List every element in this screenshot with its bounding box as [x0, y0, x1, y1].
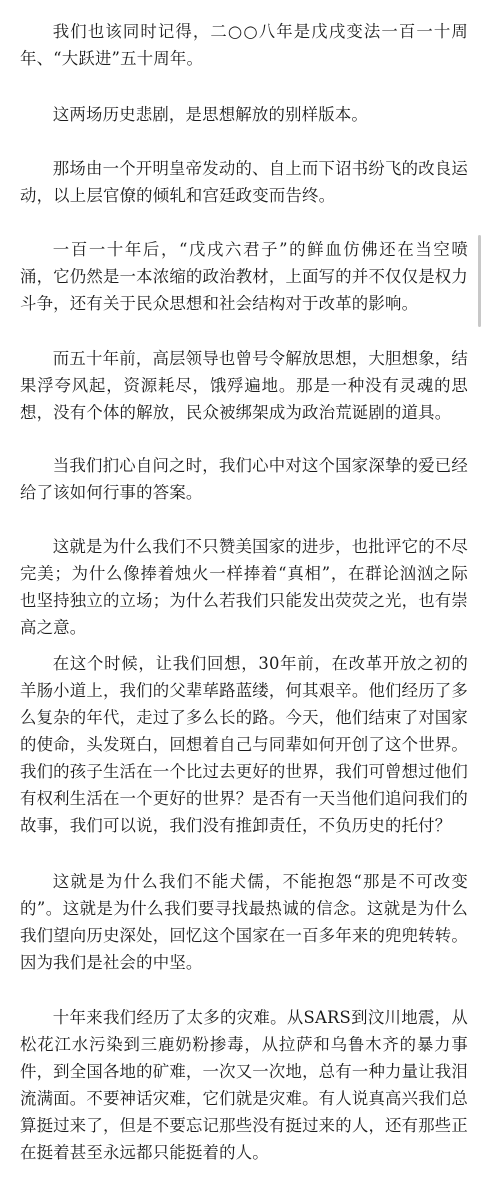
paragraph-1: 我们也该同时记得，二○○八年是戊戌变法一百一十周年、“大跃进”五十周年。 — [20, 22, 468, 68]
paragraph-6: 当我们扪心自问之时，我们心中对这个国家深挚的爱已经给了该如何行事的答案。 — [20, 456, 468, 502]
paragraph-7: 这就是为什么我们不只赞美国家的进步，也批评它的不尽完美；为什么像捧着烛火一样捧着“真相”，在群论汹汹之际也坚持独立的立场；为什么若我们只能发出荧荧之光，也有崇高之意。 — [20, 537, 468, 637]
paragraph-10: 十年来我们经历了太多的灾难。从SARS到汶川地震，从松花江水污染到三鹿奶粉掺毒，从拉萨和乌鲁木齐的暴力事件，到全国各地的矿难，一次又一次地，总有一种力量让我泪流满面。不要神话灾难，它们就是灾难。有人说真高兴我们总算挺过来了，但是不要忘记那些没有挺过来的人，还有那些正在挺着甚至永远都只能挺着的人。 — [20, 1008, 468, 1162]
paragraph-8: 在这个时候，让我们回想，30年前，在改革开放之初的羊肠小道上，我们的父辈荜路蓝缕，何其艰辛。他们经历了多么复杂的年代，走过了多么长的路。今天，他们结束了对国家的使命，头发斑白，回想着自己与同辈如何开创了这个世界。我们的孩子生活在一个比过去更好的世界，我们可曾想过他们有权利生活在一个更好的世界？是否有一天当他们追问我们的故事，我们可以说，我们没有推卸责任，不负历史的托付？ — [20, 654, 468, 835]
paragraph-9: 这就是为什么我们不能犬儒，不能抱怨“那是不可改变的”。这就是为什么我们要寻找最热诚的信念。这就是为什么我们望向历史深处，回忆这个国家在一百多年来的兜兜转转。因为我们是社会的中坚。 — [20, 872, 468, 972]
vertical-scrollbar[interactable] — [477, 0, 482, 1200]
paragraph-4: 一百一十年后，“戊戌六君子”的鲜血仿佛还在当空喷涌，它仍然是一本浓缩的政治教材，上面写的并不仅仅是权力斗争，还有关于民众思想和社会结构对于改革的影响。 — [20, 240, 468, 313]
paragraph-3: 那场由一个开明皇帝发动的、自上而下诏书纷飞的改良运动，以上层官僚的倾轧和宫廷政变而告终。 — [20, 159, 468, 205]
scrollbar-thumb[interactable] — [478, 235, 481, 327]
paragraph-5: 而五十年前，高层领导也曾号令解放思想，大胆想象，结果浮夸风起，资源耗尽，饿殍遍地。那是一种没有灵魂的思想，没有个体的解放，民众被绑架成为政治荒诞剧的道具。 — [20, 349, 468, 422]
paragraph-2: 这两场历史悲剧，是思想解放的别样版本。 — [52, 105, 369, 124]
